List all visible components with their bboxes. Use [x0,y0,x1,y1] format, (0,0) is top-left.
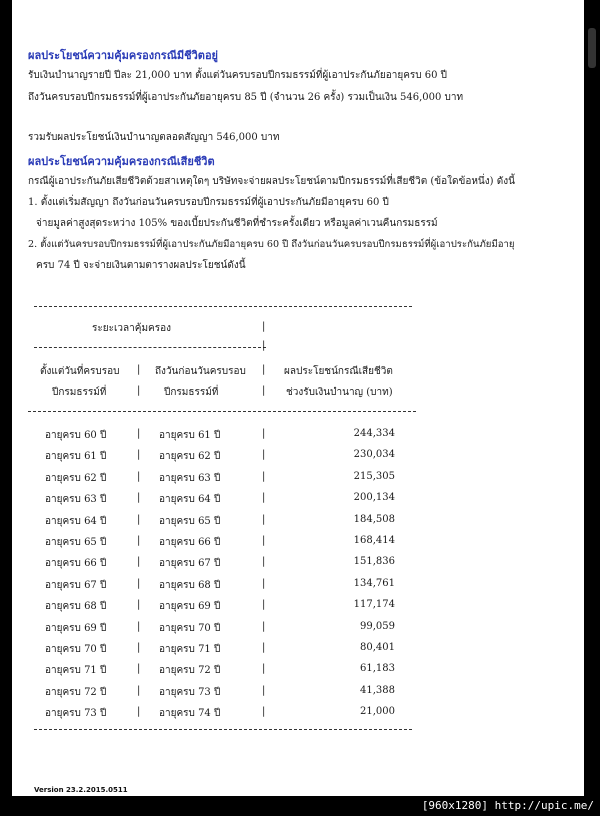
table-separator: | [137,578,141,589]
table-separator: | [137,621,141,632]
table-separator: | [262,663,266,674]
row-to-age: อายุครบ 69 ปี [159,601,221,612]
table-bottom-rule [34,729,412,730]
row-to-age: อายุครบ 62 ปี [159,451,221,462]
table-separator: | [262,556,266,567]
row-from-age: อายุครบ 67 ปี [45,580,107,591]
table-separator: | [262,385,266,396]
table-separator: | [262,599,266,610]
col1-header-line1: ตั้งแต่วันที่ครบรอบ [40,366,120,377]
row-to-age: อายุครบ 72 ปี [159,665,221,676]
table-separator: | [137,663,141,674]
row-benefit-amount: 134,761 [353,578,395,589]
row-to-age: อายุครบ 68 ปี [159,580,221,591]
table-separator: | [137,685,141,696]
table-separator: | [137,471,141,482]
table-separator: | [262,621,266,632]
row-from-age: อายุครบ 63 ปี [45,494,107,505]
row-benefit-amount: 184,508 [353,514,395,525]
row-from-age: อายุครบ 64 ปี [45,516,107,527]
table-separator: | [262,428,266,439]
table-separator: | [137,449,141,460]
table-separator: | [262,642,266,653]
death-benefit-item2-line1: 2. ตั้งแต่วันครบรอบปีกรมธรรม์ที่ผู้เอาประกันภัยมีอายุครบ 60 ปี ถึงวันก่อนวันครบรอบปีกรมธรรม์ที่ผู้เอาประกันภัยมีอายุ [28,239,515,250]
col1-header-line2: ปีกรมธรรม์ที่ [52,387,107,398]
row-benefit-amount: 21,000 [360,706,395,717]
table-separator: | [262,492,266,503]
row-from-age: อายุครบ 72 ปี [45,687,107,698]
table-separator: | [262,685,266,696]
table-separator: | [137,428,141,439]
table-separator: | [262,706,266,717]
row-from-age: อายุครบ 66 ปี [45,558,107,569]
row-to-age: อายุครบ 66 ปี [159,537,221,548]
table-separator: | [262,514,266,525]
table-separator: | [262,340,266,351]
table-separator: | [137,535,141,546]
death-benefit-intro: กรณีผู้เอาประกันภัยเสียชีวิตด้วยสาเหตุใดๆ บริษัทจะจ่ายผลประโยชน์ตามปีกรมธรรม์ที่เสียชีวิต (ข้อใดข้อหนึ่ง) ดังนี้ [28,176,515,187]
col3-header-line2: ช่วงรับเงินบำนาญ (บาท) [286,387,393,398]
table-separator: | [137,364,141,375]
table-header-rule [28,411,416,412]
death-benefit-item1-line2: จ่ายมูลค่าสูงสุดระหว่าง 105% ของเบี้ยประกันชีวิตที่ชำระครั้งเดียว หรือมูลค่าเวนคืนกรมธรรม์ [36,218,438,229]
version-label: Version 23.2.2015.0511 [34,786,128,794]
table-separator: | [262,364,266,375]
row-to-age: อายุครบ 63 ปี [159,473,221,484]
row-benefit-amount: 200,134 [353,492,395,503]
scrollbar-track[interactable] [584,0,600,796]
row-benefit-amount: 230,034 [353,449,395,460]
table-separator: | [137,514,141,525]
table-separator: | [262,321,266,332]
row-benefit-amount: 117,174 [353,599,395,610]
row-benefit-amount: 244,334 [353,428,395,439]
table-separator: | [137,642,141,653]
death-benefit-item1-line1: 1. ตั้งแต่เริ่มสัญญา ถึงวันก่อนวันครบรอบปีกรมธรรม์ที่ผู้เอาประกันภัยมีอายุครบ 60 ปี [28,197,389,208]
table-separator: | [137,556,141,567]
row-from-age: อายุครบ 61 ปี [45,451,107,462]
col2-header-line2: ปีกรมธรรม์ที่ [164,387,219,398]
living-benefit-total: รวมรับผลประโยชน์เงินบำนาญตลอดสัญญา 546,000 บาท [28,132,280,143]
row-to-age: อายุครบ 74 ปี [159,708,221,719]
death-benefit-item2-line2: ครบ 74 ปี จะจ่ายเงินตามตารางผลประโยชน์ดังนี้ [36,260,246,271]
table-separator: | [262,471,266,482]
row-to-age: อายุครบ 64 ปี [159,494,221,505]
table-separator: | [137,492,141,503]
table-separator: | [262,578,266,589]
living-benefit-line1: รับเงินบำนาญรายปี ปีละ 21,000 บาท ตั้งแต่วันครบรอบปีกรมธรรม์ที่ผู้เอาประกันภัยอายุครบ 60 ปี [28,70,448,81]
row-from-age: อายุครบ 65 ปี [45,537,107,548]
table-separator: | [262,449,266,460]
row-from-age: อายุครบ 68 ปี [45,601,107,612]
death-benefit-title: ผลประโยชน์ความคุ้มครองกรณีเสียชีวิต [28,155,215,168]
row-from-age: อายุครบ 70 ปี [45,644,107,655]
row-benefit-amount: 99,059 [360,621,395,632]
row-to-age: อายุครบ 71 ปี [159,644,221,655]
row-to-age: อายุครบ 67 ปี [159,558,221,569]
row-benefit-amount: 61,183 [360,663,395,674]
row-from-age: อายุครบ 60 ปี [45,430,107,441]
row-benefit-amount: 80,401 [360,642,395,653]
table-group-rule [34,347,266,348]
table-separator: | [137,706,141,717]
row-from-age: อายุครบ 62 ปี [45,473,107,484]
living-benefit-title: ผลประโยชน์ความคุ้มครองกรณีมีชีวิตอยู่ [28,49,219,62]
row-benefit-amount: 41,388 [360,685,395,696]
living-benefit-line2: ถึงวันครบรอบปีกรมธรรม์ที่ผู้เอาประกันภัยอายุครบ 85 ปี (จำนวน 26 ครั้ง) รวมเป็นเงิน 546,000 บาท [28,92,464,103]
row-from-age: อายุครบ 69 ปี [45,623,107,634]
watermark-text: [960x1280] http://upic.me/ [421,799,594,812]
row-benefit-amount: 215,305 [353,471,395,482]
row-to-age: อายุครบ 73 ปี [159,687,221,698]
row-benefit-amount: 151,836 [353,556,395,567]
row-benefit-amount: 168,414 [353,535,395,546]
col3-header-line1: ผลประโยชน์กรณีเสียชีวิต [284,366,393,377]
table-separator: | [137,599,141,610]
row-to-age: อายุครบ 61 ปี [159,430,221,441]
table-top-rule [34,306,412,307]
row-from-age: อายุครบ 71 ปี [45,665,107,676]
scrollbar-thumb[interactable] [588,28,596,68]
row-from-age: อายุครบ 73 ปี [45,708,107,719]
table-separator: | [262,535,266,546]
row-to-age: อายุครบ 65 ปี [159,516,221,527]
table-group-header: ระยะเวลาคุ้มครอง [92,323,171,334]
row-to-age: อายุครบ 70 ปี [159,623,221,634]
table-separator: | [137,385,141,396]
document-page [12,0,585,796]
col2-header-line1: ถึงวันก่อนวันครบรอบ [155,366,246,377]
